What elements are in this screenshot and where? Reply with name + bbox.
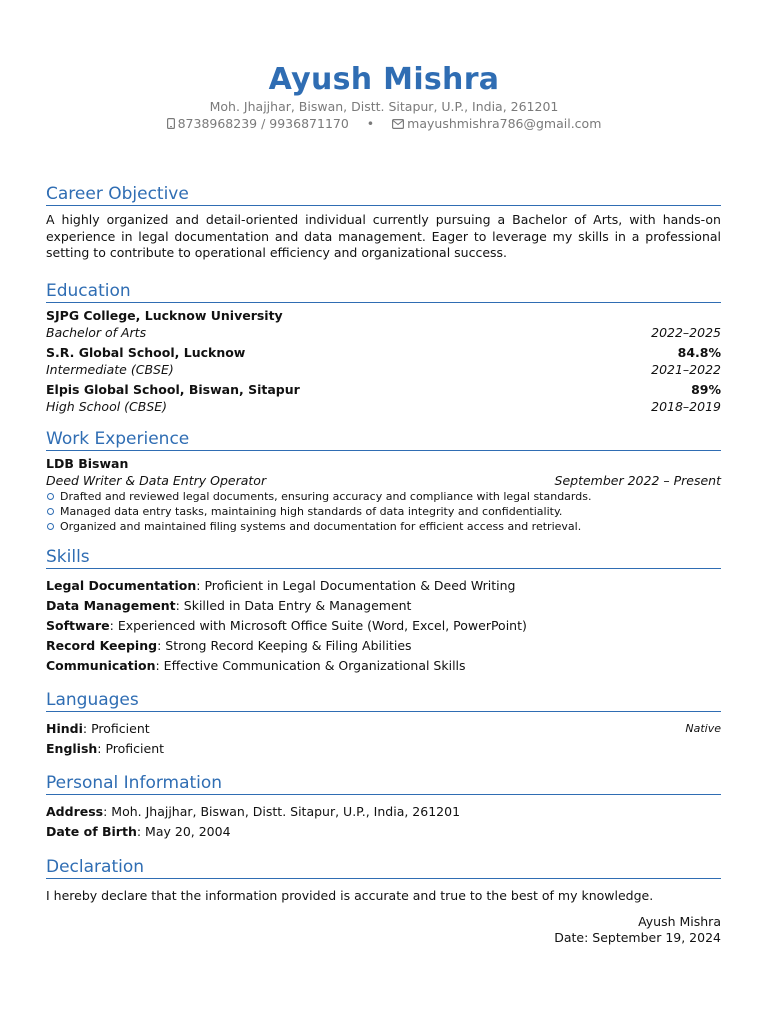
school-name: Elpis Global School, Biswan, Sitapur: [46, 382, 300, 397]
contact-separator: •: [366, 116, 375, 131]
skill-label: Software: [46, 618, 110, 633]
skill-item: [46, 576, 721, 596]
skill-value: : Proficient in Legal Documentation & Deed Writing: [196, 578, 516, 593]
skill-value: : Experienced with Microsoft Office Suite (Word, Excel, PowerPoint): [109, 618, 527, 633]
personal-info-item: [46, 802, 721, 822]
skill-value: : Effective Communication & Organizational Skills: [155, 658, 466, 673]
language-item: [46, 739, 721, 759]
education-entry: [46, 345, 721, 378]
education-score: 89%: [691, 382, 721, 397]
info-label: Date of Birth: [46, 824, 137, 839]
languages-list: [46, 719, 721, 759]
personal-info-item: [46, 822, 721, 842]
skills-section: [46, 547, 721, 676]
language-note: Native: [685, 722, 721, 735]
work-bullets: [46, 489, 721, 534]
list-item: [46, 504, 721, 519]
education-degree: High School (CBSE): [46, 398, 168, 414]
declaration-text: I hereby declare that the information provided is accurate and true to the best of my knowledge.: [46, 888, 654, 903]
bullet-text: Organized and maintained filing systems and documentation for efficient access and retrieval.: [60, 520, 582, 533]
contact-line: [0, 115, 768, 133]
info-value: : Moh. Jhajjhar, Biswan, Distt. Sitapur, U.P., India, 261201: [103, 804, 461, 819]
work-experience-section: [46, 429, 721, 534]
bullet-circle-icon: [47, 508, 54, 515]
skill-label: Communication: [46, 658, 156, 673]
education-entry: [46, 382, 721, 415]
career-objective-text: A highly organized and detail-oriented individual currently pursuing a Bachelor of Arts, with hands-on experience in legal documentation and data management. Eager to leverage my skills in a professional setting to contribute to operational efficiency and organizational success.: [46, 212, 721, 260]
education-degree: Intermediate (CBSE): [46, 361, 174, 377]
phone-icon: [167, 116, 175, 133]
info-value: : May 20, 2004: [136, 824, 231, 839]
skill-item: [46, 616, 721, 636]
section-title: Skills: [46, 547, 721, 569]
education-years: 2022–2025: [651, 324, 721, 340]
skills-list: [46, 576, 721, 676]
phone-number[interactable]: 8738968239 / 9936871170: [177, 116, 349, 131]
bullet-text: Managed data entry tasks, maintaining high standards of data integrity and confidentiality.: [60, 505, 563, 518]
section-title: Career Objective: [46, 184, 721, 206]
language-label: Hindi: [46, 721, 83, 736]
job-dates: September 2022 – Present: [554, 472, 721, 488]
section-title: Languages: [46, 690, 721, 712]
list-item: [46, 489, 721, 504]
skill-item: [46, 656, 721, 676]
language-item: [46, 719, 721, 739]
education-section: [46, 281, 721, 415]
declaration-section: [46, 857, 721, 947]
signature-date: Date: September 19, 2024: [554, 930, 721, 945]
skill-label: Data Management: [46, 598, 176, 613]
skill-item: [46, 596, 721, 616]
bullet-circle-icon: [47, 493, 54, 500]
education-score: 84.8%: [677, 345, 721, 360]
job-role: Deed Writer & Data Entry Operator: [46, 472, 267, 488]
candidate-name: Ayush Mishra: [268, 62, 500, 97]
language-label: English: [46, 741, 98, 756]
personal-info-section: [46, 773, 721, 842]
section-title: Work Experience: [46, 429, 721, 451]
header-address: Moh. Jhajjhar, Biswan, Distt. Sitapur, U.P., India, 261201: [209, 99, 559, 114]
personal-info-list: [46, 802, 721, 842]
skill-item: [46, 636, 721, 656]
education-years: 2021–2022: [651, 361, 721, 377]
bullet-circle-icon: [47, 523, 54, 530]
section-title: Declaration: [46, 857, 721, 879]
education-years: 2018–2019: [651, 398, 721, 414]
bullet-text: Drafted and reviewed legal documents, ensuring accuracy and compliance with legal standards.: [60, 490, 592, 503]
school-name: S.R. Global School, Lucknow: [46, 345, 246, 360]
languages-section: [46, 690, 721, 759]
section-title: Personal Information: [46, 773, 721, 795]
section-title: Education: [46, 281, 721, 303]
company-name: LDB Biswan: [46, 456, 129, 471]
skill-label: Record Keeping: [46, 638, 158, 653]
info-label: Address: [46, 804, 104, 819]
skill-value: : Strong Record Keeping & Filing Abilities: [157, 638, 412, 653]
envelope-icon: [392, 116, 404, 133]
education-degree: Bachelor of Arts: [46, 324, 147, 340]
signature-name: Ayush Mishra: [638, 913, 721, 929]
education-entry: [46, 308, 721, 341]
language-level: : Proficient: [82, 721, 150, 736]
email-address[interactable]: mayushmishra786@gmail.com: [407, 116, 602, 131]
language-level: : Proficient: [97, 741, 165, 756]
skill-label: Legal Documentation: [46, 578, 197, 593]
skill-value: : Skilled in Data Entry & Management: [175, 598, 412, 613]
work-entry: [46, 456, 721, 534]
career-objective-section: [46, 184, 721, 262]
list-item: [46, 519, 721, 534]
school-name: SJPG College, Lucknow University: [46, 308, 283, 323]
resume-header: [0, 62, 768, 133]
